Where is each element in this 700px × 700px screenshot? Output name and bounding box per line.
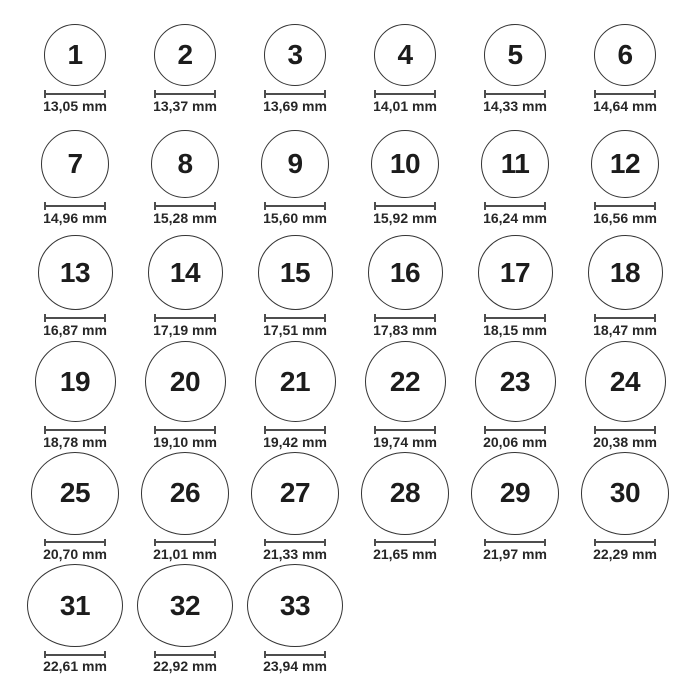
ring-circle: [481, 130, 549, 198]
ring-size-number: 22: [389, 365, 421, 397]
ring-size-cell: [240, 564, 350, 676]
diameter-label: 13,05 mm: [43, 98, 107, 114]
diameter-measure-line: [374, 90, 436, 98]
ring-size-number: 21: [279, 365, 311, 397]
diameter-measure-bar: [46, 541, 104, 543]
diameter-measure-line: [44, 202, 106, 210]
diameter-measure-bar: [596, 93, 654, 95]
ring-size-number: 17: [499, 256, 531, 288]
ring-size-cell: [570, 228, 680, 340]
diameter-measure-line: [264, 539, 326, 546]
diameter-measure-bar: [156, 541, 214, 543]
ring-size-number: 4: [397, 39, 413, 70]
ring-size-cell: [20, 116, 130, 228]
diameter-label: 18,15 mm: [483, 322, 547, 338]
ring-size-cell: [350, 452, 460, 564]
ring-size-cell: [20, 340, 130, 452]
diameter-measure-line: [484, 426, 546, 434]
ring-size-number: 25: [59, 477, 91, 509]
diameter-measure-line: [484, 90, 546, 98]
ring-circle: [264, 24, 326, 86]
diameter-measure-bar: [156, 317, 214, 319]
ring-size-cell: [20, 564, 130, 676]
ring-size-cell: [350, 228, 460, 340]
ring-size-cell: [460, 340, 570, 452]
diameter-measure-bar: [266, 429, 324, 431]
ring-size-cell: [350, 116, 460, 228]
diameter-measure-bar: [266, 654, 324, 656]
ring-size-number: 33: [279, 589, 311, 621]
diameter-measure-bar: [596, 205, 654, 207]
diameter-measure-bar: [266, 93, 324, 95]
diameter-measure-line: [264, 651, 326, 658]
ring-circle: [475, 341, 556, 422]
diameter-measure-line: [264, 90, 326, 98]
ring-circle: [594, 24, 656, 86]
ring-size-cell: [240, 452, 350, 564]
ring-circle: [154, 24, 216, 86]
ring-size-cell: [130, 340, 240, 452]
diameter-label: 17,19 mm: [153, 322, 217, 338]
diameter-label: 20,38 mm: [593, 434, 657, 450]
ring-size-cell: [570, 452, 680, 564]
diameter-measure-bar: [376, 317, 434, 319]
diameter-measure-line: [154, 90, 216, 98]
ring-size-number: 27: [279, 477, 311, 509]
diameter-measure-bar: [486, 93, 544, 95]
ring-size-number: 2: [177, 39, 193, 70]
diameter-label: 21,97 mm: [483, 546, 547, 562]
diameter-label: 20,70 mm: [43, 546, 107, 562]
diameter-measure-bar: [486, 317, 544, 319]
diameter-label: 14,01 mm: [373, 98, 437, 114]
diameter-measure-bar: [46, 429, 104, 431]
diameter-measure-bar: [486, 541, 544, 543]
ring-size-number: 16: [389, 256, 421, 288]
ring-size-number: 14: [169, 256, 201, 288]
ring-size-cell: [130, 564, 240, 676]
ring-circle: [484, 24, 546, 86]
ring-size-number: 12: [609, 148, 641, 179]
diameter-measure-line: [44, 426, 106, 434]
ring-size-cell: [570, 4, 680, 116]
diameter-label: 14,96 mm: [43, 210, 107, 226]
diameter-measure-bar: [156, 429, 214, 431]
diameter-measure-line: [154, 426, 216, 434]
diameter-measure-line: [594, 202, 656, 210]
ring-circle: [368, 235, 443, 310]
diameter-label: 17,83 mm: [373, 322, 437, 338]
ring-circle: [585, 341, 666, 422]
diameter-measure-line: [594, 314, 656, 322]
diameter-measure-bar: [156, 654, 214, 656]
ring-size-number: 7: [67, 148, 83, 179]
diameter-label: 16,87 mm: [43, 322, 107, 338]
diameter-measure-line: [484, 314, 546, 322]
ring-size-number: 28: [389, 477, 421, 509]
ring-size-cell: [460, 116, 570, 228]
diameter-measure-line: [264, 426, 326, 434]
diameter-measure-line: [44, 314, 106, 322]
diameter-measure-bar: [46, 654, 104, 656]
ring-size-number: 30: [609, 477, 641, 509]
diameter-label: 21,65 mm: [373, 546, 437, 562]
ring-size-cell: [460, 228, 570, 340]
ring-size-cell: [240, 116, 350, 228]
diameter-measure-line: [44, 539, 106, 546]
ring-size-cell: [240, 340, 350, 452]
diameter-measure-bar: [266, 205, 324, 207]
diameter-measure-bar: [376, 93, 434, 95]
diameter-measure-line: [374, 426, 436, 434]
ring-size-number: 26: [169, 477, 201, 509]
diameter-label: 18,47 mm: [593, 322, 657, 338]
diameter-measure-line: [594, 90, 656, 98]
diameter-measure-bar: [596, 317, 654, 319]
diameter-measure-bar: [486, 205, 544, 207]
diameter-label: 19,10 mm: [153, 434, 217, 450]
diameter-label: 17,51 mm: [263, 322, 327, 338]
ring-size-cell: [350, 340, 460, 452]
diameter-measure-bar: [266, 317, 324, 319]
ring-size-cell: [130, 452, 240, 564]
diameter-measure-line: [374, 314, 436, 322]
diameter-measure-line: [44, 90, 106, 98]
ring-circle: [44, 24, 106, 86]
diameter-measure-bar: [376, 541, 434, 543]
diameter-label: 13,37 mm: [153, 98, 217, 114]
ring-size-number: 15: [279, 256, 311, 288]
ring-size-number: 31: [59, 589, 91, 621]
ring-circle: [471, 452, 559, 535]
ring-circle: [581, 452, 669, 535]
ring-circle: [151, 130, 219, 198]
ring-size-number: 18: [609, 256, 641, 288]
ring-size-number: 11: [500, 148, 530, 179]
ring-circle: [588, 235, 663, 310]
ring-circle: [27, 564, 123, 647]
ring-size-number: 29: [499, 477, 531, 509]
ring-circle: [41, 130, 109, 198]
diameter-label: 22,29 mm: [593, 546, 657, 562]
diameter-measure-bar: [46, 317, 104, 319]
diameter-measure-line: [484, 539, 546, 546]
ring-circle: [361, 452, 449, 535]
diameter-measure-line: [374, 539, 436, 546]
ring-circle: [35, 341, 116, 422]
ring-size-number: 23: [499, 365, 531, 397]
diameter-label: 15,28 mm: [153, 210, 217, 226]
ring-circle: [145, 341, 226, 422]
diameter-label: 16,56 mm: [593, 210, 657, 226]
ring-size-number: 10: [389, 148, 421, 179]
diameter-label: 13,69 mm: [263, 98, 327, 114]
diameter-label: 20,06 mm: [483, 434, 547, 450]
diameter-label: 15,92 mm: [373, 210, 437, 226]
ring-size-number: 9: [287, 148, 303, 179]
diameter-measure-bar: [376, 205, 434, 207]
ring-circle: [258, 235, 333, 310]
diameter-label: 22,61 mm: [43, 658, 107, 674]
ring-size-number: 13: [59, 256, 91, 288]
diameter-measure-line: [594, 539, 656, 546]
diameter-measure-bar: [266, 541, 324, 543]
ring-circle: [261, 130, 329, 198]
ring-size-number: 6: [617, 39, 633, 70]
ring-circle: [141, 452, 229, 535]
ring-circle: [365, 341, 446, 422]
diameter-measure-bar: [376, 429, 434, 431]
ring-circle: [591, 130, 659, 198]
ring-size-number: 3: [287, 39, 303, 70]
diameter-label: 19,42 mm: [263, 434, 327, 450]
diameter-measure-bar: [596, 429, 654, 431]
ring-circle: [38, 235, 113, 310]
ring-size-number: 32: [169, 589, 201, 621]
ring-size-number: 1: [67, 39, 83, 70]
ring-circle: [247, 564, 343, 647]
ring-circle: [371, 130, 439, 198]
ring-size-cell: [570, 116, 680, 228]
ring-circle: [374, 24, 436, 86]
diameter-measure-bar: [156, 93, 214, 95]
diameter-label: 22,92 mm: [153, 658, 217, 674]
diameter-measure-bar: [486, 429, 544, 431]
diameter-label: 23,94 mm: [263, 658, 327, 674]
diameter-label: 19,74 mm: [373, 434, 437, 450]
ring-size-cell: [460, 4, 570, 116]
diameter-measure-bar: [596, 541, 654, 543]
ring-size-cell: [240, 228, 350, 340]
ring-circle: [31, 452, 119, 535]
diameter-label: 21,33 mm: [263, 546, 327, 562]
diameter-measure-bar: [46, 205, 104, 207]
diameter-label: 16,24 mm: [483, 210, 547, 226]
ring-size-number: 24: [609, 365, 641, 397]
diameter-measure-line: [154, 539, 216, 546]
ring-size-cell: [130, 228, 240, 340]
ring-size-cell: [20, 228, 130, 340]
diameter-measure-line: [374, 202, 436, 210]
diameter-measure-bar: [46, 93, 104, 95]
diameter-measure-line: [154, 651, 216, 658]
ring-size-cell: [460, 452, 570, 564]
ring-size-cell: [240, 4, 350, 116]
ring-circle: [148, 235, 223, 310]
diameter-measure-line: [44, 651, 106, 658]
diameter-label: 18,78 mm: [43, 434, 107, 450]
ring-size-cell: [570, 340, 680, 452]
diameter-label: 21,01 mm: [153, 546, 217, 562]
ring-size-cell: [20, 4, 130, 116]
ring-size-number: 8: [177, 148, 193, 179]
diameter-measure-line: [594, 426, 656, 434]
ring-size-number: 19: [59, 365, 91, 397]
diameter-measure-line: [484, 202, 546, 210]
ring-size-number: 5: [507, 39, 523, 70]
diameter-measure-line: [264, 314, 326, 322]
ring-circle: [255, 341, 336, 422]
ring-size-cell: [130, 116, 240, 228]
ring-circle: [251, 452, 339, 535]
diameter-measure-line: [154, 202, 216, 210]
ring-size-cell: [130, 4, 240, 116]
ring-circle: [478, 235, 553, 310]
ring-size-number: 20: [169, 365, 201, 397]
diameter-measure-line: [154, 314, 216, 322]
diameter-label: 14,33 mm: [483, 98, 547, 114]
diameter-label: 14,64 mm: [593, 98, 657, 114]
ring-size-cell: [350, 4, 460, 116]
diameter-label: 15,60 mm: [263, 210, 327, 226]
ring-size-cell: [20, 452, 130, 564]
diameter-measure-line: [264, 202, 326, 210]
ring-circle: [137, 564, 233, 647]
diameter-measure-bar: [156, 205, 214, 207]
